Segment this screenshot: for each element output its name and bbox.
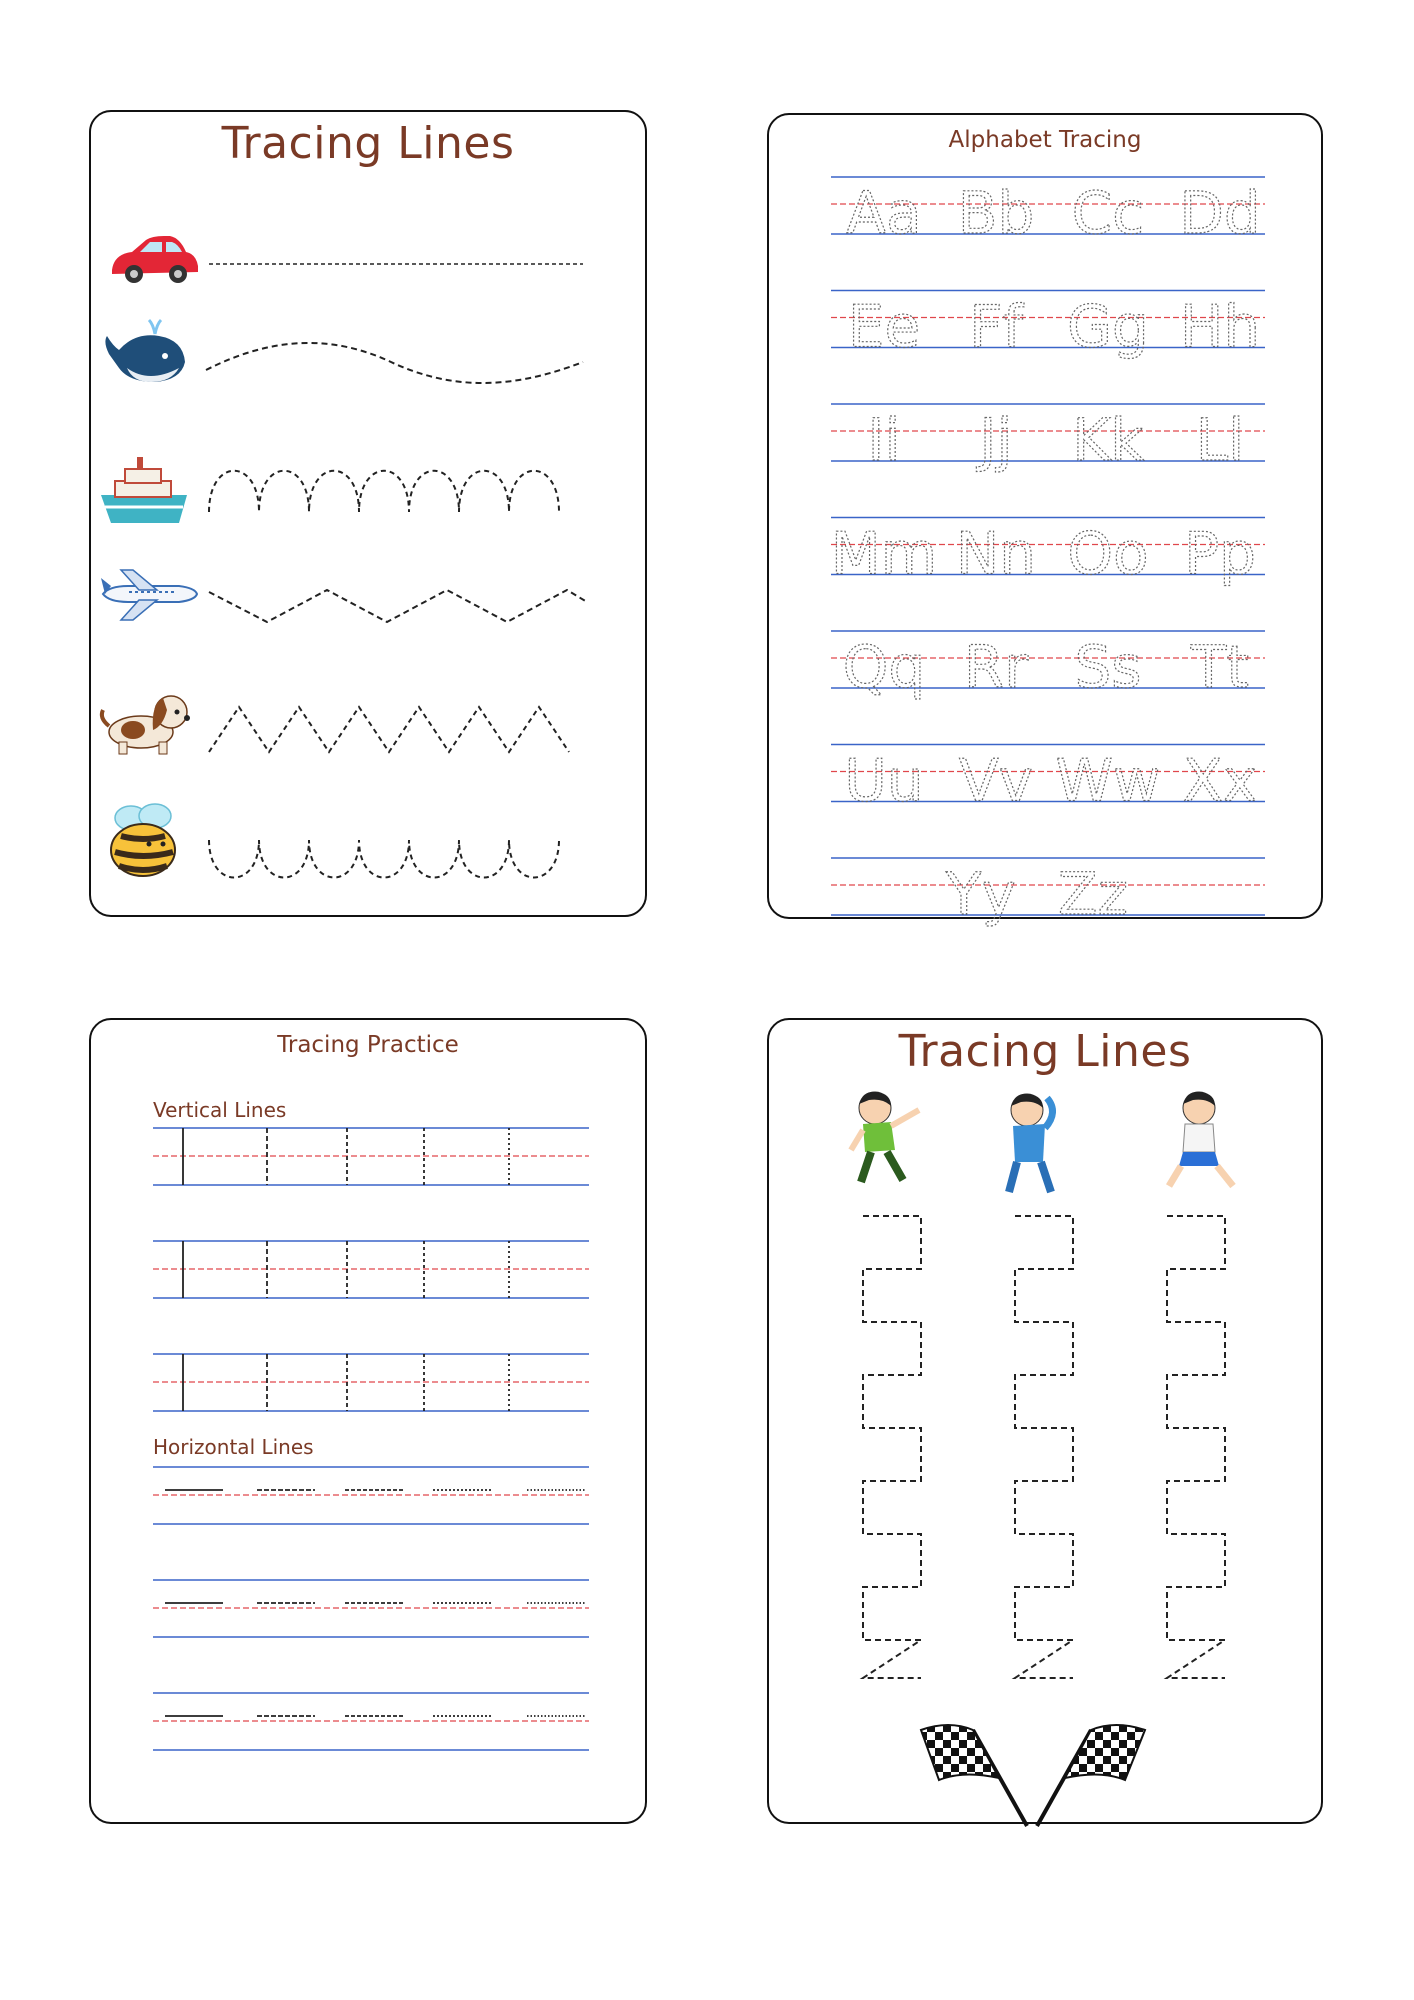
zigzag-wide-trace-line (209, 590, 587, 622)
tracing-letter-pair: Ww (1055, 746, 1161, 815)
wave-trace-line (206, 343, 583, 383)
checkered-flags-icon (921, 1725, 1145, 1826)
dog-icon (102, 696, 190, 754)
arch-trace-line (209, 471, 559, 512)
tracing-letter-pair: Xx (1182, 746, 1258, 815)
square-wave-trace-lines (863, 1216, 1225, 1678)
worksheet-title: Tracing Lines (221, 118, 515, 169)
tracing-letter-pair: Tt (1190, 633, 1250, 701)
tracing-letter-pair: Dd (1179, 179, 1261, 247)
worksheet-tracing-practice (89, 1018, 647, 1824)
boat-icon (101, 457, 187, 523)
worksheet-title: Tracing Lines (898, 1026, 1192, 1077)
horizontal-lines-label: Horizontal Lines (153, 1435, 314, 1459)
worksheet-title: Alphabet Tracing (948, 127, 1142, 153)
alphabet-guide-lines (769, 115, 1325, 928)
tracing-letter-pair: Gg (1067, 292, 1149, 361)
cup-trace-line (209, 840, 559, 878)
airplane-icon (101, 570, 197, 620)
vertical-lines-label: Vertical Lines (153, 1098, 287, 1122)
square-wave-trace-line (1015, 1216, 1073, 1678)
zigzag-sharp-trace-line (209, 707, 569, 752)
tracing-letter-pair: Uu (844, 746, 924, 815)
square-wave-trace-line (863, 1216, 921, 1678)
tracing-letter-pair: Oo (1067, 519, 1149, 588)
tracing-letter-pair: Rr (963, 633, 1029, 701)
whale-icon (105, 320, 185, 382)
tracing-letter-pair: Cc (1071, 179, 1145, 247)
path-tracing (769, 1020, 1325, 1826)
tracing-letter-pair: Ii (867, 406, 901, 474)
worksheet-title: Tracing Practice (277, 1032, 459, 1058)
tracing-letter-pair: Aa (846, 179, 922, 247)
tracing-letter-pair: Qq (842, 633, 926, 701)
tracing-letter-pair: Vv (958, 746, 1034, 815)
tracing-letter-pair: Jj (979, 406, 1013, 474)
square-wave-trace-line (1167, 1216, 1225, 1678)
tracing-letter-pair: Bb (957, 179, 1035, 247)
tracing-letter-pair: Zz (1057, 860, 1129, 928)
tracing-letter-pair: Ff (969, 292, 1023, 361)
practice-guide-lines (91, 1020, 649, 1826)
tracing-letter-pair: Ee (847, 292, 921, 361)
tracing-letter-pair: Mm (830, 519, 938, 588)
running-boy-icon (851, 1092, 919, 1182)
tracing-letter-pair: Ll (1195, 406, 1245, 474)
tracing-letter-pair: Yy (946, 860, 1016, 928)
car-icon (112, 236, 198, 283)
tracing-paths (91, 112, 649, 919)
worksheet-alphabet-tracing (767, 113, 1323, 928)
tracing-letter-pair: Hh (1179, 292, 1261, 361)
tracing-letter-pair: Pp (1184, 519, 1256, 588)
worksheet-tracing-lines-paths (767, 1018, 1323, 1824)
tracing-letter-pair: Ss (1074, 633, 1142, 701)
tracing-letter-pair: Kk (1072, 406, 1144, 474)
tracing-letter-pair: Nn (955, 519, 1037, 588)
stretching-boy-icon (1009, 1094, 1053, 1192)
bee-icon (111, 804, 175, 876)
sitting-boy-icon (1169, 1092, 1233, 1186)
worksheet-tracing-lines-pictures (89, 110, 647, 917)
